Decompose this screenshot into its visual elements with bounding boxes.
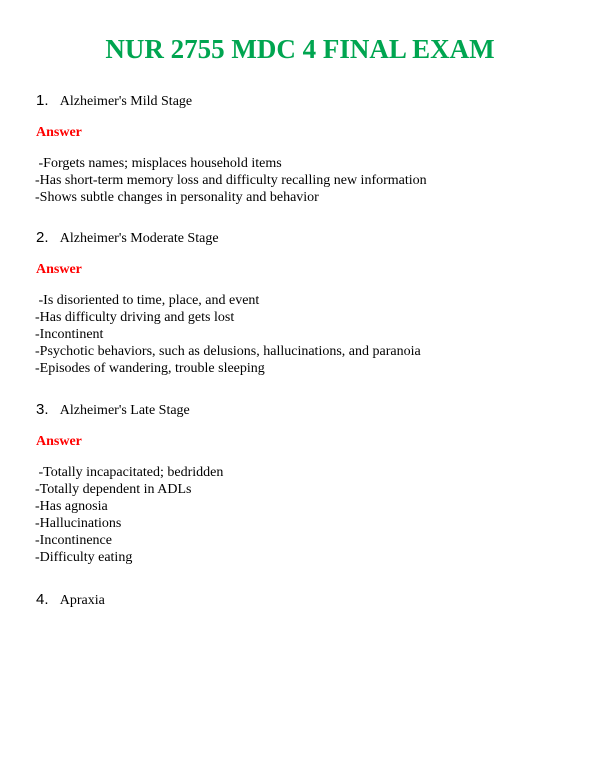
question-3 — [36, 401, 190, 419]
answer-line: -Difficulty eating — [35, 550, 133, 565]
answer-line: -Psychotic behaviors, such as delusions, hallucinations, and paranoia — [35, 344, 421, 359]
answer-line: -Has agnosia — [35, 499, 108, 514]
question-1 — [36, 92, 192, 110]
answer-label: Answer — [36, 262, 82, 277]
answer-line: -Forgets names; misplaces household items — [35, 156, 282, 171]
question-number: 3. — [36, 401, 49, 418]
answer-line: -Has difficulty driving and gets lost — [35, 310, 235, 325]
answer-line: -Is disoriented to time, place, and event — [35, 293, 260, 308]
question-number: 2. — [36, 229, 49, 246]
answer-line: -Episodes of wandering, trouble sleeping — [35, 361, 265, 376]
answer-line: -Shows subtle changes in personality and behavior — [35, 190, 319, 205]
answer-line: -Totally dependent in ADLs — [35, 482, 192, 497]
question-text: Alzheimer's Moderate Stage — [59, 231, 219, 246]
answer-label: Answer — [36, 434, 82, 449]
answer-block-3 — [35, 464, 223, 566]
document-title: NUR 2755 MDC 4 FINAL EXAM — [105, 34, 495, 64]
answer-block-1 — [35, 155, 427, 206]
question-2 — [36, 229, 219, 247]
question-text: Alzheimer's Late Stage — [59, 403, 190, 418]
answer-label: Answer — [36, 125, 82, 140]
question-text: Apraxia — [59, 593, 105, 608]
answer-line: -Totally incapacitated; bedridden — [35, 465, 224, 480]
answer-line: -Incontinence — [35, 533, 112, 548]
answer-line: -Hallucinations — [35, 516, 122, 531]
answer-line: -Incontinent — [35, 327, 104, 342]
question-text: Alzheimer's Mild Stage — [59, 94, 193, 109]
question-4 — [36, 591, 105, 609]
answer-line: -Has short-term memory loss and difficulty recalling new information — [35, 173, 427, 188]
answer-block-2 — [35, 292, 421, 377]
question-number: 1. — [36, 92, 49, 109]
question-number: 4. — [36, 591, 49, 608]
